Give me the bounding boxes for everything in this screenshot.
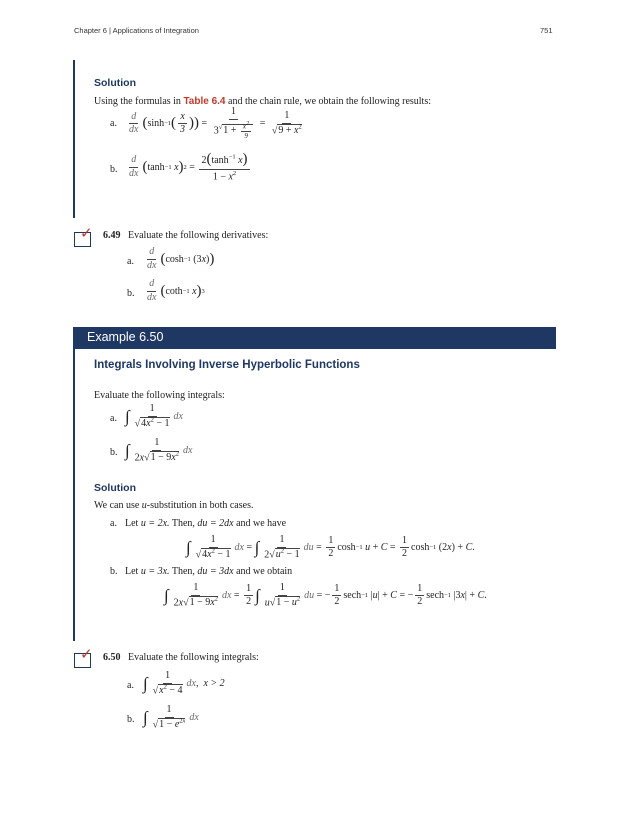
ex649-item-b-label: b. — [127, 288, 135, 299]
sol2-a-text — [125, 518, 286, 529]
example-item-a-label: a. — [110, 413, 117, 424]
solution-bar-top — [73, 60, 75, 218]
ex650-condition: x > 2 — [203, 678, 225, 690]
sol2-a-label: a. — [110, 518, 117, 529]
ex649-item-a-label: a. — [127, 256, 134, 267]
sol2-a-have: and we have — [233, 518, 287, 529]
sol2-b-text — [125, 566, 292, 577]
exercise-6-50-number: 6.50 — [103, 652, 121, 663]
sol2-b-then: Then, — [169, 566, 198, 577]
example-item-b-label: b. — [110, 447, 118, 458]
ex650-integral-a: ∫ $\frac{1}{√x^2 - 4}$ dx , x > 2 — [143, 670, 225, 696]
sol2-b-let: Let — [125, 566, 141, 577]
sol2-intro-after: -substitution in both cases. — [146, 500, 254, 511]
ex649-equation-b: $\frac{d}{dx}$ ( coth −1 x ) 3 — [147, 278, 205, 303]
ex650-item-a-label: a. — [127, 680, 134, 691]
sol2-b-du: du = 3dx — [197, 566, 234, 577]
sol2-b-obtain: and we obtain — [233, 566, 293, 577]
checkmark-icon: ✓ — [80, 224, 93, 242]
exercise-6-49-prompt: Evaluate the following derivatives: — [128, 230, 269, 241]
sol2-equation-a: ∫ $\frac{1}{√4x^2 - 1}$ dx = ∫ $\frac{1}{2√u^2 - 1}$ du = $\frac{1}{2}$ cosh −1 u + C = $\frac{1}{2}$ cosh −1 (2 x ) + C . — [186, 534, 475, 560]
checkmark-icon-2: ✓ — [80, 645, 93, 663]
sol2-a-du: du = 2dx — [197, 518, 234, 529]
sol2-b-subst: u = 3x. — [140, 566, 170, 577]
sol2-equation-b: ∫ $\frac{1}{2x√1 - 9x^2}$ dx = $\frac{1}{2}$ ∫ $\frac{1}{u√1 - u^2}$ du = − $\frac{1}{2}$ sech −1 | u | + C = − $\frac{1}{2}$ sech −1 |3 x | + C . — [164, 582, 487, 608]
table-6-4-link[interactable]: Table 6.4 — [183, 96, 226, 107]
sol2-a-subst: u = 2x. — [140, 518, 170, 529]
sol2-a-let: Let — [125, 518, 141, 529]
solution-intro-2 — [94, 500, 253, 511]
example-subtitle: Integrals Involving Inverse Hyperbolic Functions — [94, 359, 360, 371]
solution-heading-2: Solution — [94, 482, 136, 494]
ex650-integral-b: ∫ $\frac{1}{√1 - e^{2x}}$ dx — [143, 704, 199, 730]
ex649-equation-a: $\frac{d}{dx}$ ( cosh −1 (3 x ) ) — [147, 246, 215, 271]
sol1-equation-b: $\frac{d}{dx}$ ( tanh −1 x ) 2 = $\frac{2(\tanh^{-1} x)}{1 - x^2}$ — [129, 151, 248, 183]
example-bar — [73, 349, 75, 641]
sol2-b-label: b. — [110, 566, 118, 577]
solution-intro-1 — [94, 96, 431, 107]
example-integral-a: ∫ $\frac{1}{√4x^2 - 1}$ dx — [125, 403, 183, 429]
example-prompt: Evaluate the following integrals: — [94, 390, 225, 401]
exercise-6-50-prompt: Evaluate the following integrals: — [128, 652, 259, 663]
sol2-intro-u: u — [141, 500, 147, 511]
solution-intro-1-after: and the chain rule, we obtain the following results: — [225, 96, 432, 107]
solution-intro-1-before: Using the formulas in — [94, 96, 184, 107]
sol1-equation-a: $\frac{d}{dx}$ ( sinh −1 ( $\frac{x}{3}$ )) = 1 3√1 + $\frac{x^2}{9}$ = $\frac{1}{√9 + x^2}$ — [129, 106, 302, 141]
example-title: Example 6.50 — [87, 330, 164, 344]
page-number: 751 — [540, 26, 553, 35]
sol2-a-then: Then, — [169, 518, 198, 529]
sol1-item-b-label: b. — [110, 164, 118, 175]
exercise-6-49-number: 6.49 — [103, 230, 121, 241]
solution-heading-1: Solution — [94, 77, 136, 89]
sol1-item-a-label: a. — [110, 118, 117, 129]
exercise-6-49 — [103, 230, 268, 241]
exercise-6-50 — [103, 652, 259, 663]
ex650-item-b-label: b. — [127, 714, 135, 725]
chapter-header: Chapter 6 | Applications of Integration — [74, 26, 199, 35]
sol2-intro-before: We can use — [94, 500, 142, 511]
example-integral-b: ∫ $\frac{1}{2x√1 - 9x^2}$ dx — [125, 437, 193, 463]
